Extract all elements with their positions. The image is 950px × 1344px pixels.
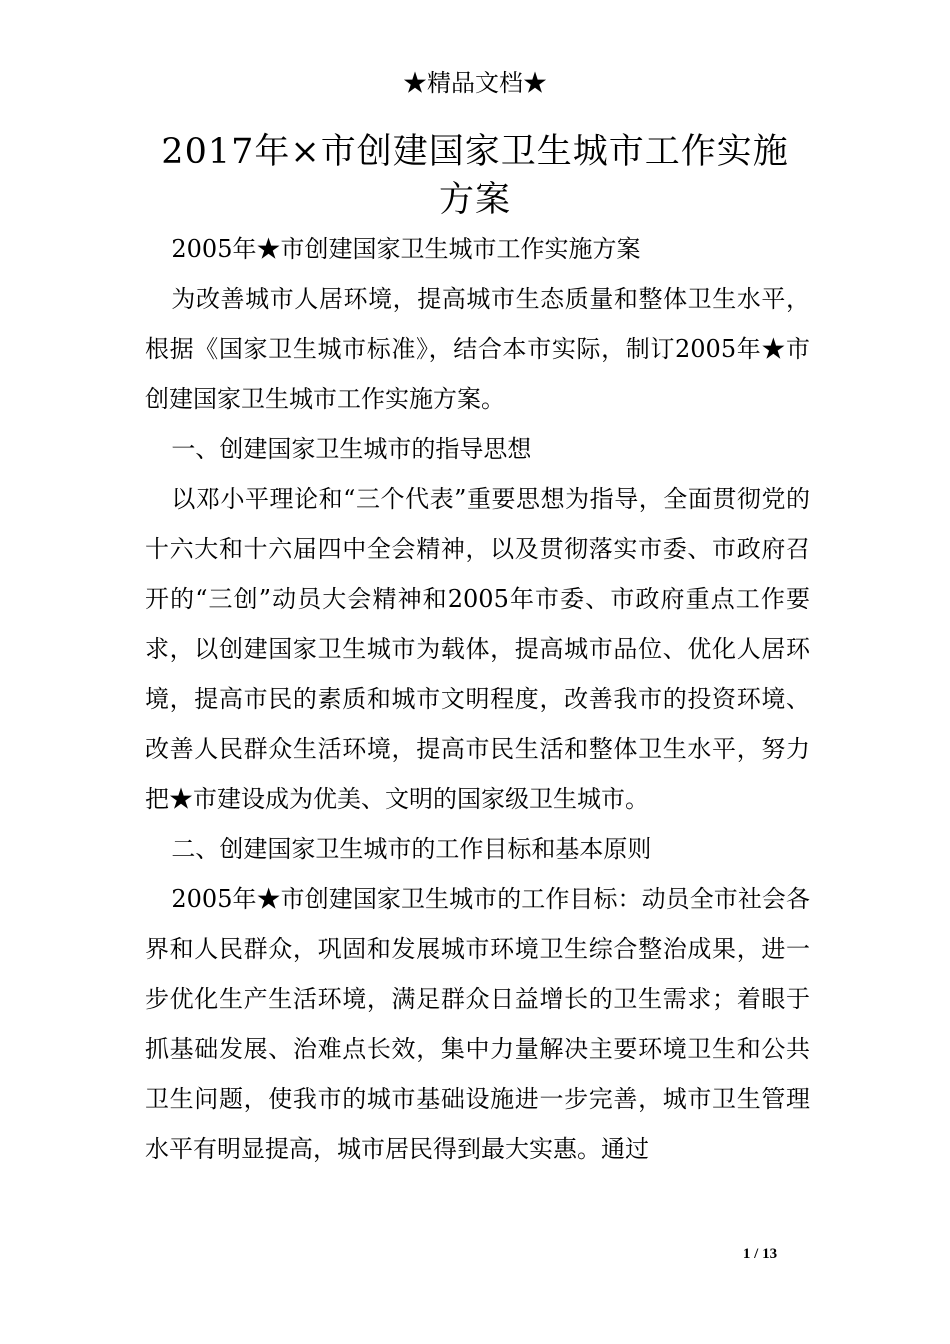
page-number: 1 / 13 <box>742 1246 778 1262</box>
paragraph-work-goals: 2005年★市创建国家卫生城市的工作目标：动员全市社会各界和人民群众，巩固和发展城市环境卫生综合整治成果，进一步优化生产生活环境，满足群众日益增长的卫生需求；着眼于抓基础发展、治难点长效，集中力量解决主要环境卫生和公共卫生问题，使我市的城市基础设施进一步完善，城市卫生管理水平有明显提高，城市居民得到最大实惠。通过 <box>145 885 810 1163</box>
document-title: 2017年×市创建国家卫生城市工作实施方案 <box>161 132 789 220</box>
section-heading-2: 二、创建国家卫生城市的工作目标和基本原则 <box>171 835 652 863</box>
section-heading-1: 一、创建国家卫生城市的指导思想 <box>171 435 532 463</box>
paragraph-guiding-thought: 以邓小平理论和“三个代表”重要思想为指导，全面贯彻党的十六大和十六届四中全会精神，以及贯彻落实市委、市政府召开的“三创”动员大会精神和2005年市委、市政府重点工作要求，以创建国家卫生城市为载体，提高城市品位、优化人居环境，提高市民的素质和城市文明程度，改善我市的投资环境、改善人民群众生活环境，提高市民生活和整体卫生水平，努力把★市建设成为优美、文明的国家级卫生城市。 <box>145 485 810 813</box>
paragraph-intro: 为改善城市人居环境，提高城市生态质量和整体卫生水平，根据《国家卫生城市标准》，结合本市实际，制订2005年★市创建国家卫生城市工作实施方案。 <box>145 285 810 413</box>
paragraph-subtitle: 2005年★市创建国家卫生城市工作实施方案 <box>171 235 641 263</box>
document-body <box>145 224 810 1174</box>
page-header: ★精品文档★ <box>403 69 547 97</box>
